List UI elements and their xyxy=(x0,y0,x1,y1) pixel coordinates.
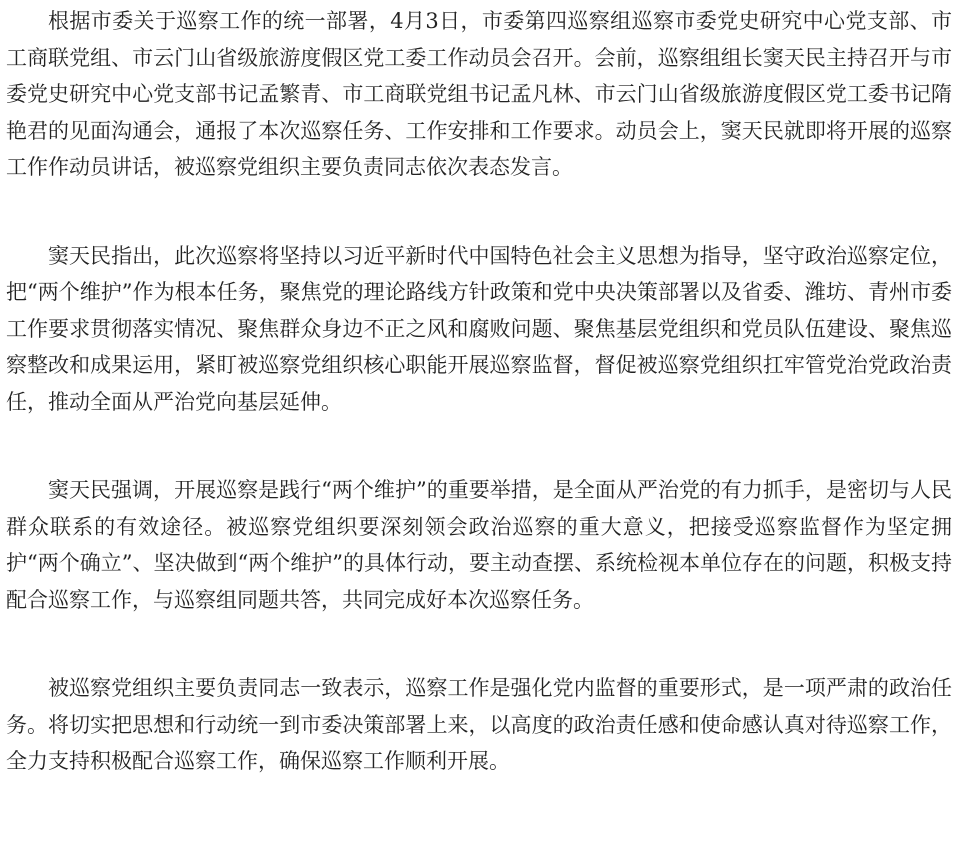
paragraph-4: 被巡察党组织主要负责同志一致表示，巡察工作是强化党内监督的重要形式，是一项严肃的政治任务。将切实把思想和行动统一到市委决策部署上来，以高度的政治责任感和使命感认真对待巡察工作，全力支持积极配合巡察工作，确保巡察工作顺利开展。 xyxy=(6,676,952,773)
article-body xyxy=(6,3,952,780)
paragraph-3: 窦天民强调，开展巡察是践行“两个维护”的重要举措，是全面从严治党的有力抓手，是密切与人民群众联系的有效途径。被巡察党组织要深刻领会政治巡察的重大意义，把接受巡察监督作为坚定拥护“两个确立”、坚决做到“两个维护”的具体行动，要主动查摆、系统检视本单位存在的问题，积极支持配合巡察工作，与巡察组同题共答，共同完成好本次巡察任务。 xyxy=(6,478,952,612)
paragraph-2: 窦天民指出，此次巡察将坚持以习近平新时代中国特色社会主义思想为指导，坚守政治巡察定位，把“两个维护”作为根本任务，聚焦党的理论路线方针政策和党中央决策部署以及省委、潍坊、青州市委工作要求贯彻落实情况、聚焦群众身边不正之风和腐败问题、聚焦基层党组织和党员队伍建设、聚焦巡察整改和成果运用，紧盯被巡察党组织核心职能开展巡察监督，督促被巡察党组织扛牢管党治党政治责任，推动全面从严治党向基层延伸。 xyxy=(6,243,952,414)
paragraph-1: 根据市委关于巡察工作的统一部署，4月3日，市委第四巡察组巡察市委党史研究中心党支部、市工商联党组、市云门山省级旅游度假区党工委工作动员会召开。会前，巡察组组长窦天民主持召开与市委党史研究中心党支部书记孟繁青、市工商联党组书记孟凡林、市云门山省级旅游度假区党工委书记隋艳君的见面沟通会，通报了本次巡察任务、工作安排和工作要求。动员会上，窦天民就即将开展的巡察工作作动员讲话，被巡察党组织主要负责同志依次表态发言。 xyxy=(6,9,952,179)
